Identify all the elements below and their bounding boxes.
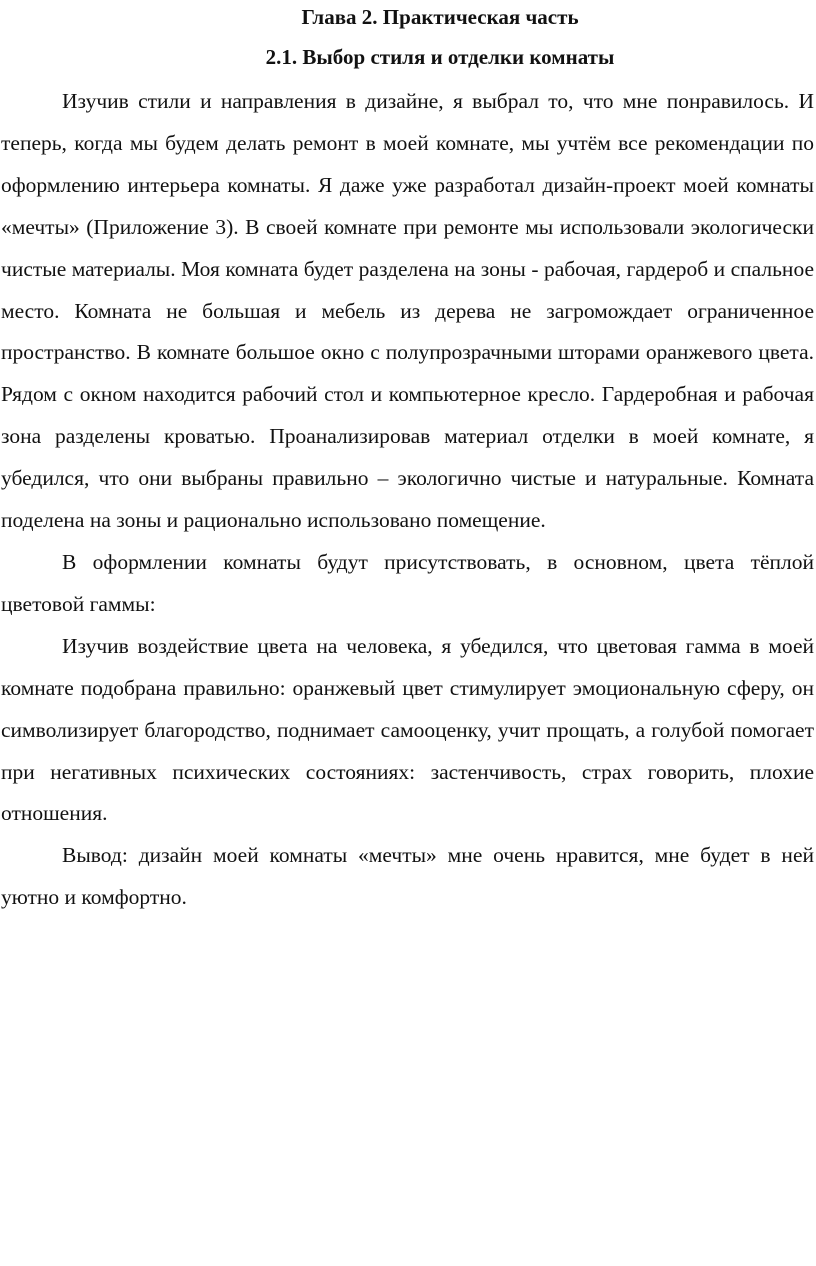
chapter-title: Глава 2. Практическая часть bbox=[301, 5, 579, 29]
paragraph-warm-colors: В оформлении комнаты будут присутствовать, в основном, цвета тёплой цветовой гаммы: bbox=[1, 549, 814, 616]
paragraph-style-choice: Изучив стили и направления в дизайне, я выбрал то, что мне понравилось. И теперь, когда мы будем делать ремонт в моей комнате, мы учтём все рекомендации по оформлению интерьера комнаты. Я даже уже разработал дизайн-проект моей комнаты «мечты» (Приложение 3). В своей комнате при ремонте мы использовали экологически чистые материалы. Моя комната будет разделена на зоны - рабочая, гардероб и спальное место. Комната не большая и мебель из дерева не загромождает ограниченное пространство. В комнате большое окно с полупрозрачными шторами оранжевого цвета. Рядом с окном находится рабочий стол и компьютерное кресло. Гардеробная и рабочая зона разделены кроватью. Проанализировав материал отделки в моей комнате, я убедился, что они выбраны правильно – экологично чистые и натуральные. Комната поделена на зоны и рационально использовано помещение. bbox=[1, 89, 814, 533]
paragraph-conclusion: Вывод: дизайн моей комнаты «мечты» мне очень нравится, мне будет в ней уютно и комфортно. bbox=[1, 843, 814, 910]
document-body bbox=[1, 81, 814, 919]
section-title: 2.1. Выбор стиля и отделки комнаты bbox=[265, 45, 615, 69]
paragraph-color-effect: Изучив воздействие цвета на человека, я убедился, что цветовая гамма в моей комнате подобрана правильно: оранжевый цвет стимулирует эмоциональную сферу, он символизирует благородство, поднимает самооценку, учит прощать, а голубой помогает при негативных психических состояниях: застенчивость, страх говорить, плохие отношения. bbox=[1, 633, 814, 826]
